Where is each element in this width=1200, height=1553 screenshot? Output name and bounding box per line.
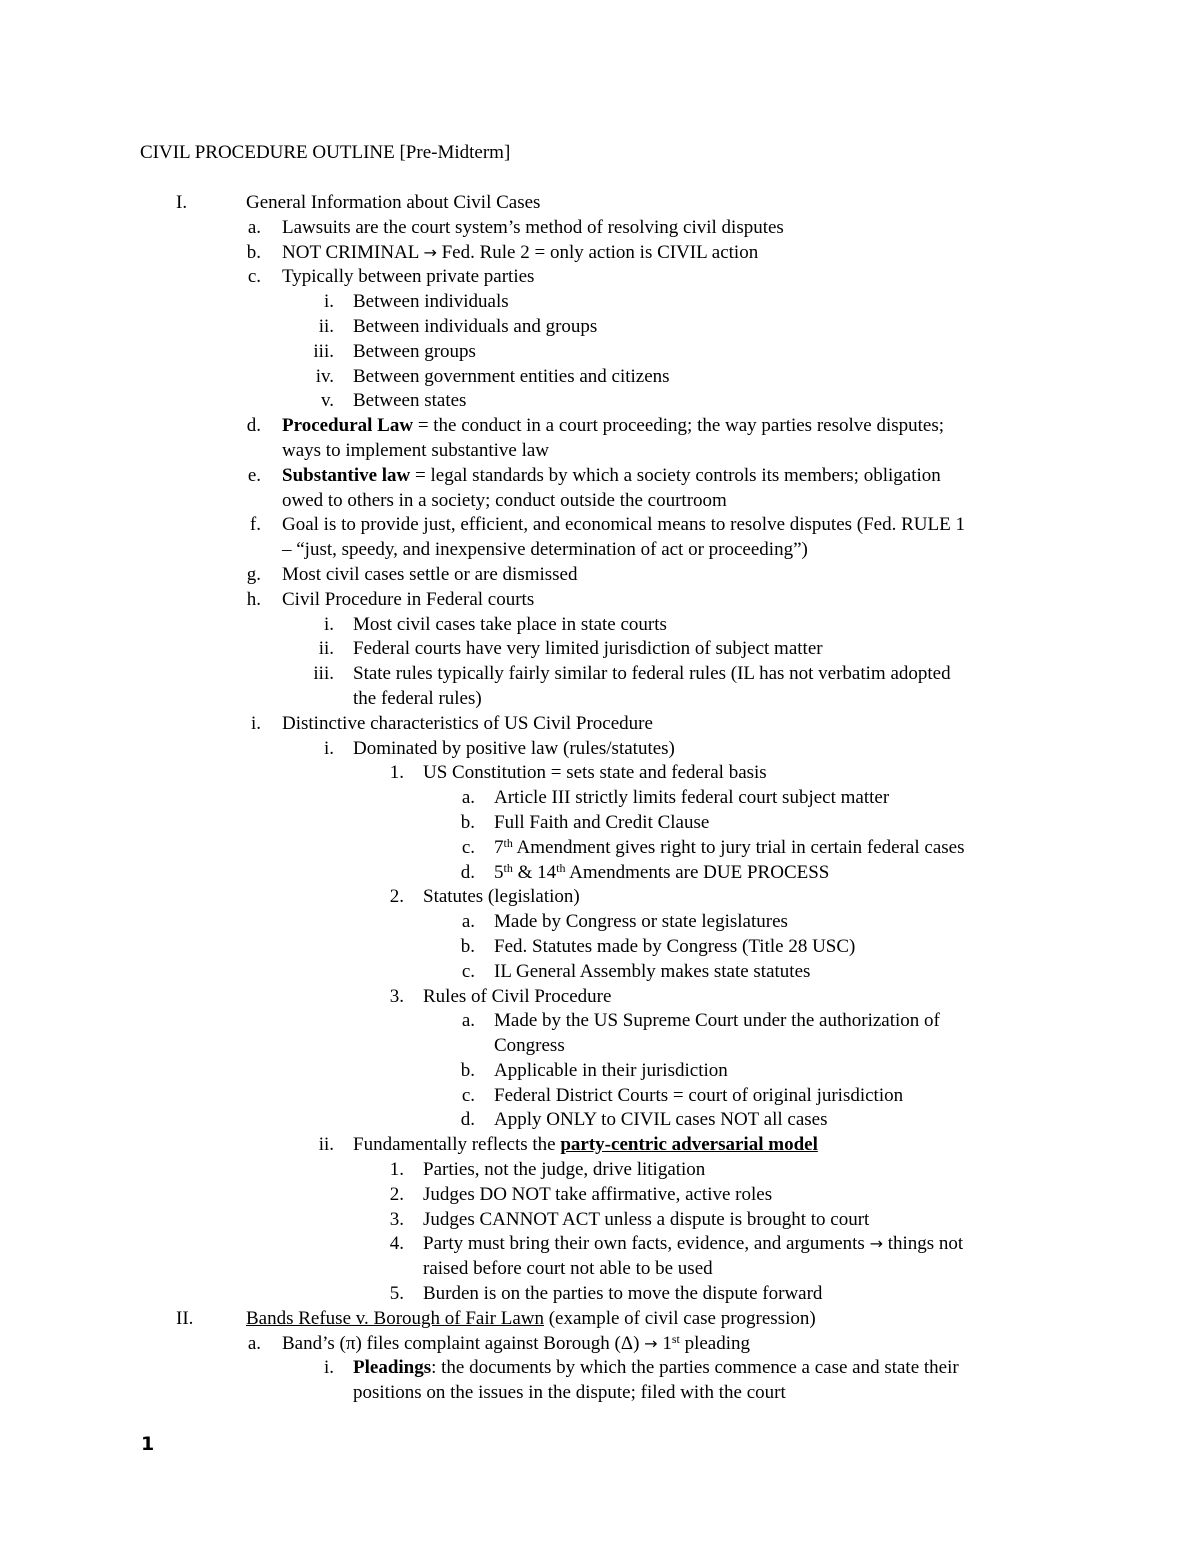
outline-item xyxy=(0,613,1200,638)
outline-item xyxy=(0,836,1200,861)
outline-item xyxy=(0,935,1200,960)
outline-item-continuation xyxy=(0,1034,1200,1059)
outline-item xyxy=(0,1208,1200,1233)
item-marker: 2. xyxy=(389,1183,404,1205)
item-marker: 1. xyxy=(389,762,404,784)
item-text: Apply ONLY to CIVIL cases NOT all cases xyxy=(494,1109,828,1131)
outline-item xyxy=(0,1108,1200,1133)
item-text: Lawsuits are the court system’s method of resolving civil disputes xyxy=(282,216,784,238)
outline-item xyxy=(0,340,1200,365)
outline-item xyxy=(0,637,1200,662)
outline-item-continuation xyxy=(0,439,1200,464)
item-marker: i. xyxy=(323,613,334,635)
outline-item xyxy=(0,811,1200,836)
item-text: Between groups xyxy=(353,340,476,362)
item-marker: i. xyxy=(323,291,334,313)
item-text: Full Faith and Credit Clause xyxy=(494,811,710,833)
item-marker: ii. xyxy=(318,638,334,660)
item-text: Federal courts have very limited jurisdiction of subject matter xyxy=(353,638,823,660)
outline-item-continuation xyxy=(0,1381,1200,1406)
item-marker: 3. xyxy=(389,1208,404,1230)
item-text: Dominated by positive law (rules/statutes) xyxy=(353,737,675,759)
item-text: Bands Refuse v. Borough of Fair Lawn (example of civil case progression) xyxy=(246,1307,816,1329)
item-text: the federal rules) xyxy=(353,687,482,709)
item-marker: II. xyxy=(176,1307,194,1329)
outline-item-continuation xyxy=(0,489,1200,514)
outline-item xyxy=(0,513,1200,538)
outline-item xyxy=(0,861,1200,886)
item-text: Made by the US Supreme Court under the authorization of xyxy=(494,1010,940,1032)
outline xyxy=(0,191,1200,1406)
outline-item-continuation xyxy=(0,538,1200,563)
item-marker: c. xyxy=(247,266,261,288)
item-text: Distinctive characteristics of US Civil Procedure xyxy=(282,712,653,734)
item-text: 5th & 14th Amendments are DUE PROCESS xyxy=(494,860,830,883)
item-marker: b. xyxy=(460,935,475,957)
outline-item xyxy=(0,761,1200,786)
item-text: IL General Assembly makes state statutes xyxy=(494,960,811,982)
item-text: raised before court not able to be used xyxy=(423,1258,713,1280)
item-marker: c. xyxy=(461,836,475,858)
outline-item xyxy=(0,1009,1200,1034)
item-marker: e. xyxy=(247,464,261,486)
item-marker: a. xyxy=(461,1010,475,1032)
outline-item xyxy=(0,1133,1200,1158)
item-text: Congress xyxy=(494,1035,565,1057)
outline-item xyxy=(0,1282,1200,1307)
item-marker: a. xyxy=(247,1332,261,1354)
item-text: NOT CRIMINAL → Fed. Rule 2 = only action is CIVIL action xyxy=(282,241,759,263)
item-marker: i. xyxy=(323,1357,334,1379)
term-procedural-law: Procedural Law xyxy=(282,415,414,437)
item-marker: i. xyxy=(323,737,334,759)
outline-item xyxy=(0,1332,1200,1357)
outline-item xyxy=(0,389,1200,414)
item-marker: ii. xyxy=(318,1134,334,1156)
item-text: positions on the issues in the dispute; filed with the court xyxy=(353,1382,786,1404)
arrow-right-icon: → xyxy=(869,1234,883,1254)
outline-item xyxy=(0,662,1200,687)
outline-item xyxy=(0,1084,1200,1109)
item-text: Party must bring their own facts, evidence, and arguments → things not xyxy=(423,1233,964,1255)
item-text: Parties, not the judge, drive litigation xyxy=(423,1159,706,1181)
item-text: Between states xyxy=(353,390,467,412)
term-party-centric-model: party-centric adversarial model xyxy=(560,1134,818,1156)
item-marker: i. xyxy=(250,712,261,734)
outline-item xyxy=(0,464,1200,489)
item-text: Fed. Statutes made by Congress (Title 28 USC) xyxy=(494,935,856,957)
outline-item xyxy=(0,960,1200,985)
arrow-right-icon: → xyxy=(423,242,437,262)
outline-item xyxy=(0,265,1200,290)
item-text: Typically between private parties xyxy=(282,266,535,288)
item-marker: a. xyxy=(461,911,475,933)
item-marker: iii. xyxy=(313,340,334,362)
outline-item xyxy=(0,1307,1200,1332)
outline-item-continuation xyxy=(0,687,1200,712)
item-marker: iv. xyxy=(315,365,334,387)
item-marker: I. xyxy=(176,192,188,213)
item-marker: h. xyxy=(246,588,261,610)
item-text: Most civil cases take place in state courts xyxy=(353,613,667,635)
item-marker: ii. xyxy=(318,315,334,337)
outline-item xyxy=(0,885,1200,910)
item-text: 7th Amendment gives right to jury trial in certain federal cases xyxy=(494,835,965,858)
item-text: ways to implement substantive law xyxy=(282,439,550,461)
outline-item xyxy=(0,712,1200,737)
item-marker: 5. xyxy=(389,1283,404,1305)
item-text: Made by Congress or state legislatures xyxy=(494,911,788,933)
outline-item-continuation xyxy=(0,1257,1200,1282)
item-marker: b. xyxy=(460,811,475,833)
item-marker: f. xyxy=(249,514,261,536)
outline-item xyxy=(0,910,1200,935)
outline-item xyxy=(0,315,1200,340)
outline-item xyxy=(0,241,1200,266)
item-marker: g. xyxy=(246,563,261,585)
item-text: US Constitution = sets state and federal basis xyxy=(423,762,767,784)
item-marker: d. xyxy=(246,415,261,437)
page-number: 1 xyxy=(141,1433,155,1455)
item-marker: 1. xyxy=(389,1159,404,1181)
item-marker: b. xyxy=(460,1059,475,1081)
outline-item xyxy=(0,737,1200,762)
item-text: Statutes (legislation) xyxy=(423,886,580,908)
item-text: Band’s (π) files complaint against Borough (Δ) → 1st pleading xyxy=(282,1331,751,1354)
item-text: – “just, speedy, and inexpensive determination of act or proceeding”) xyxy=(282,539,808,561)
outline-item xyxy=(0,786,1200,811)
item-text: Applicable in their jurisdiction xyxy=(494,1059,728,1081)
item-text: Fundamentally reflects the party-centric adversarial model xyxy=(353,1134,818,1156)
item-text: Between government entities and citizens xyxy=(353,365,670,387)
item-text: General Information about Civil Cases xyxy=(246,192,541,213)
item-marker: v. xyxy=(320,390,334,412)
item-text: Between individuals and groups xyxy=(353,315,598,337)
item-text: Pleadings: the documents by which the parties commence a case and state their xyxy=(353,1357,959,1379)
arrow-right-icon: → xyxy=(644,1333,658,1353)
item-text: Rules of Civil Procedure xyxy=(423,985,612,1007)
item-text: Civil Procedure in Federal courts xyxy=(282,588,535,610)
item-marker: d. xyxy=(460,1109,475,1131)
term-pleadings: Pleadings xyxy=(353,1357,432,1379)
document-title: CIVIL PROCEDURE OUTLINE [Pre-Midterm] xyxy=(140,142,511,163)
outline-item xyxy=(0,191,1200,216)
item-text: Judges DO NOT take affirmative, active roles xyxy=(423,1183,773,1205)
outline-item xyxy=(0,216,1200,241)
item-text: Goal is to provide just, efficient, and economical means to resolve disputes (Fed. RULE 1 xyxy=(282,514,965,536)
outline-item xyxy=(0,1059,1200,1084)
outline-item xyxy=(0,1356,1200,1381)
item-marker: a. xyxy=(461,787,475,809)
item-text: State rules typically fairly similar to federal rules (IL has not verbatim adopted xyxy=(353,663,951,685)
outline-item xyxy=(0,985,1200,1010)
outline-item xyxy=(0,563,1200,588)
outline-item xyxy=(0,1183,1200,1208)
outline-item xyxy=(0,414,1200,439)
item-text: Federal District Courts = court of original jurisdiction xyxy=(494,1084,904,1106)
item-marker: 2. xyxy=(389,886,404,908)
item-marker: 4. xyxy=(389,1233,404,1255)
item-marker: c. xyxy=(461,960,475,982)
term-substantive-law: Substantive law xyxy=(282,464,411,486)
item-text: Most civil cases settle or are dismissed xyxy=(282,563,578,585)
item-marker: a. xyxy=(247,216,261,238)
item-marker: b. xyxy=(246,241,261,263)
outline-item xyxy=(0,1158,1200,1183)
item-marker: c. xyxy=(461,1084,475,1106)
item-marker: 3. xyxy=(389,985,404,1007)
item-text: owed to others in a society; conduct outside the courtroom xyxy=(282,489,727,511)
case-name: Bands Refuse v. Borough of Fair Lawn xyxy=(246,1307,544,1329)
item-text: Judges CANNOT ACT unless a dispute is brought to court xyxy=(423,1208,870,1230)
outline-item xyxy=(0,290,1200,315)
item-marker: iii. xyxy=(313,663,334,685)
item-text: Article III strictly limits federal court subject matter xyxy=(494,787,890,809)
outline-item xyxy=(0,1232,1200,1257)
item-text: Substantive law = legal standards by which a society controls its members; obligation xyxy=(282,464,941,486)
item-text: Burden is on the parties to move the dispute forward xyxy=(423,1283,823,1305)
outline-item xyxy=(0,365,1200,390)
item-text: Procedural Law = the conduct in a court proceeding; the way parties resolve disputes; xyxy=(282,415,945,437)
item-text: Between individuals xyxy=(353,291,509,313)
outline-item xyxy=(0,588,1200,613)
item-marker: d. xyxy=(460,861,475,883)
